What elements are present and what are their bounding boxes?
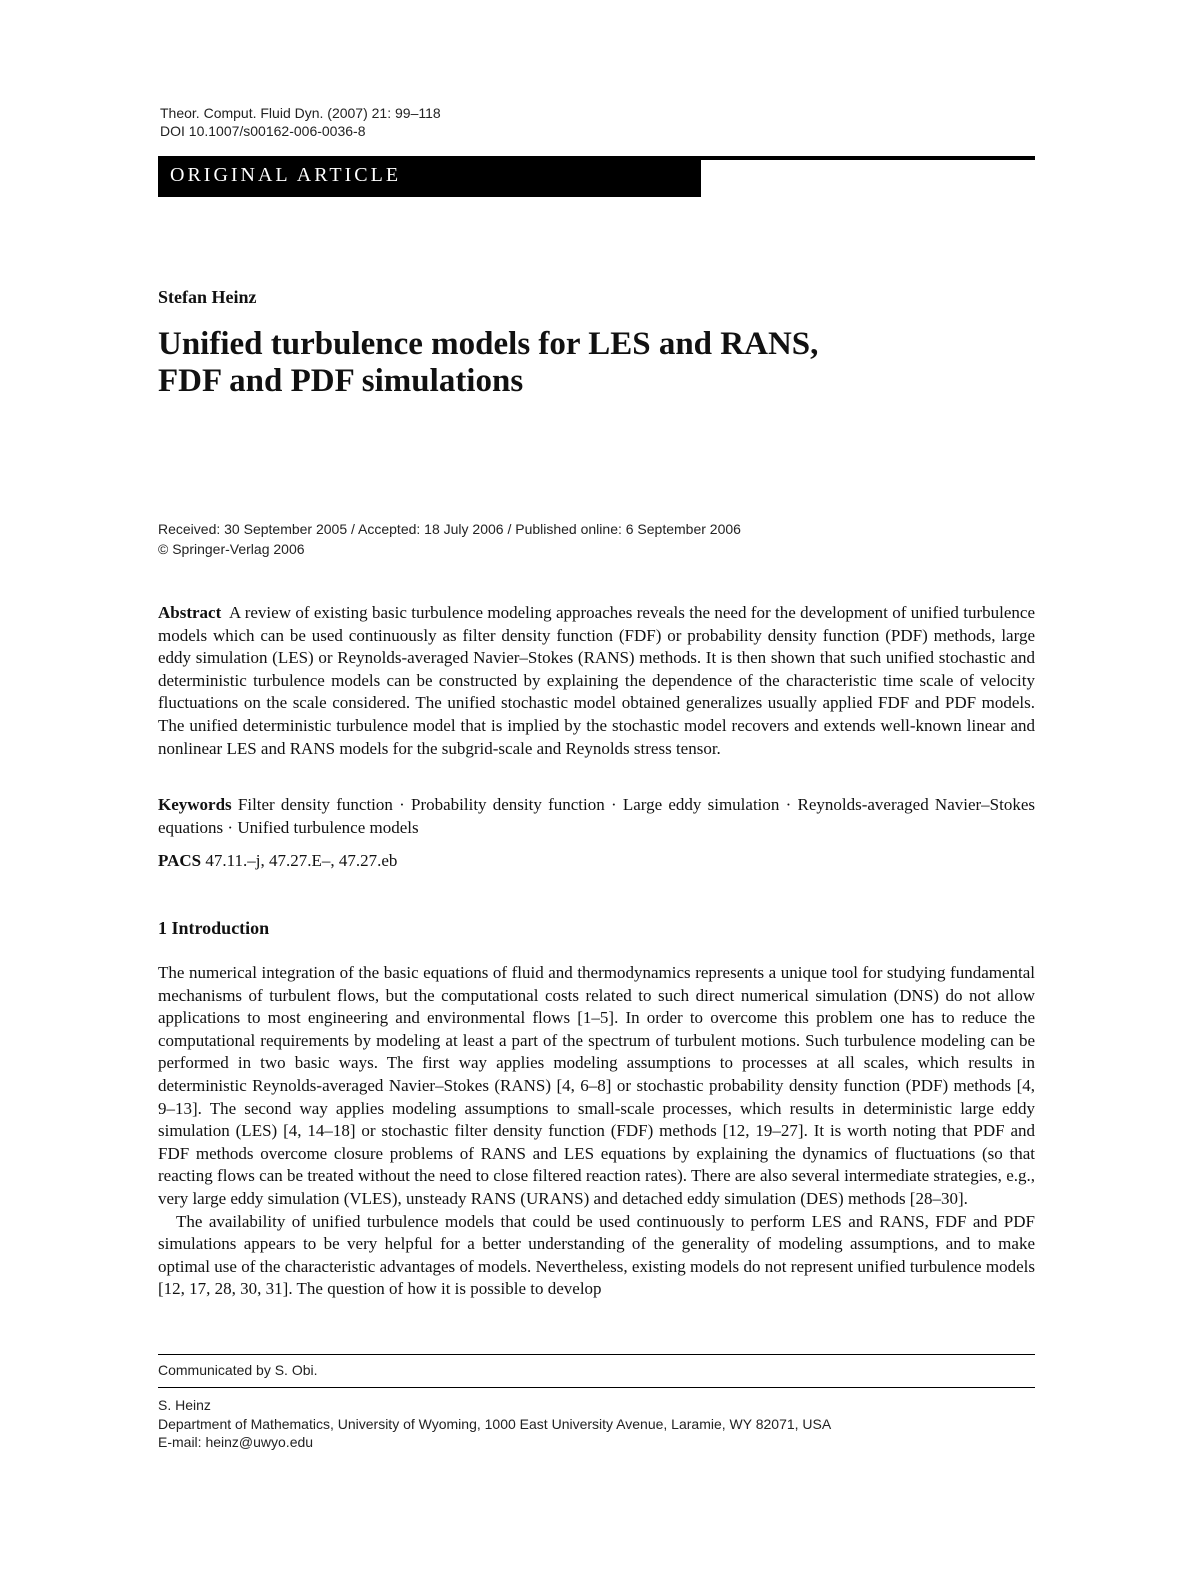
pacs-label: PACS — [158, 851, 202, 870]
intro-paragraph-1: The numerical integration of the basic equations of fluid and thermodynamics represents a unique tool for studying fundamental mechanisms of turbulent flows, but the computational costs related to such direct numerical simulation (DNS) do not allow applications to most engineering and environmental flows [1–5]. In order to overcome this problem one has to reduce the computational requirements by modeling at least a part of the spectrum of turbulent motions. Such turbulence modeling can be performed in two basic ways. The first way applies modeling assumptions to processes at all scales, which results in deterministic Reynolds-averaged Navier–Stokes (RANS) [4, 6–8] or stochastic probability density function (PDF) methods [4, 9–13]. The second way applies modeling assumptions to small-scale processes, which results in deterministic large eddy simulation (LES) [4, 14–18] or stochastic filter density function (FDF) methods [12, 19–27]. It is worth noting that PDF and FDF methods overcome closure problems of RANS and LES equations by explaining the dynamics of fluctuations (so that reacting flows can be treated without the need to close filtered reaction rates). There are also several intermediate strategies, e.g., very large eddy simulation (VLES), unsteady RANS (URANS) and detached eddy simulation (DES) methods [28–30]. — [158, 963, 1035, 1208]
article-type-banner: ORIGINAL ARTICLE — [158, 159, 701, 197]
pacs — [158, 850, 1035, 873]
email-text: E-mail: heinz@uwyo.edu — [158, 1434, 314, 1450]
intro-paragraph-2: The availability of unified turbulence models that could be used continuously to perform LES and RANS, FDF and PDF simulations appears to be very helpful for a better understanding of the generality of modeling assumptions, and to make optimal use of the characteristic advantages of models. Nevertheless, existing models do not represent unified turbulence models [12, 17, 28, 30, 31]. The question of how it is possible to develop — [158, 1211, 1035, 1299]
section-heading-introduction: 1 Introduction — [158, 918, 270, 938]
introduction-body — [158, 962, 1035, 1301]
author-affiliation — [158, 1396, 831, 1452]
doi-line: DOI 10.1007/s00162-006-0036-8 — [160, 123, 366, 139]
paper-title — [158, 326, 1038, 400]
author-short: S. Heinz — [158, 1397, 211, 1413]
copyright-line: © Springer-Verlag 2006 — [158, 541, 305, 557]
publication-dates — [158, 519, 741, 559]
communicated-by: Communicated by S. Obi. — [158, 1362, 318, 1378]
author-name: Stefan Heinz — [158, 287, 257, 307]
title-line-2: FDF and PDF simulations — [158, 363, 524, 399]
abstract-label: Abstract — [158, 603, 222, 622]
affiliation-text: Department of Mathematics, University of Wyoming, 1000 East University Avenue, Laramie, WY 82071, USA — [158, 1415, 832, 1432]
dates-line: Received: 30 September 2005 / Accepted: 18 July 2006 / Published online: 6 September 2006 — [158, 521, 741, 537]
keywords-label: Keywords — [158, 795, 232, 814]
title-line-1: Unified turbulence models for LES and RANS, — [158, 326, 819, 362]
pacs-text: 47.11.–j, 47.27.E–, 47.27.eb — [205, 851, 398, 870]
keywords-text: Filter density function · Probability density function · Large eddy simulation · Reynolds-averaged Navier–Stokes equations · Unified turbulence models — [158, 795, 1036, 837]
journal-line: Theor. Comput. Fluid Dyn. (2007) 21: 99–118 — [160, 105, 441, 121]
abstract-text: A review of existing basic turbulence modeling approaches reveals the need for the development of unified turbulence models which can be used continuously as filter density function (FDF) or probability density function (PDF) methods, large eddy simulation (LES) or Reynolds-averaged Navier–Stokes (RANS) methods. It is then shown that such unified stochastic and deterministic turbulence models can be constructed by explaining the dependence of the characteristic time scale of velocity fluctuations on the scale considered. The unified stochastic model obtained generalizes usually applied FDF and PDF models. The unified deterministic turbulence model that is implied by the stochastic model recovers and extends well-known linear and nonlinear LES and RANS models for the subgrid-scale and Reynolds stress tensor. — [158, 603, 1035, 758]
journal-citation — [160, 104, 441, 140]
keywords — [158, 794, 1035, 839]
affiliation-rule — [158, 1387, 1035, 1388]
footnote-rule — [158, 1354, 1035, 1355]
abstract — [158, 602, 1035, 760]
